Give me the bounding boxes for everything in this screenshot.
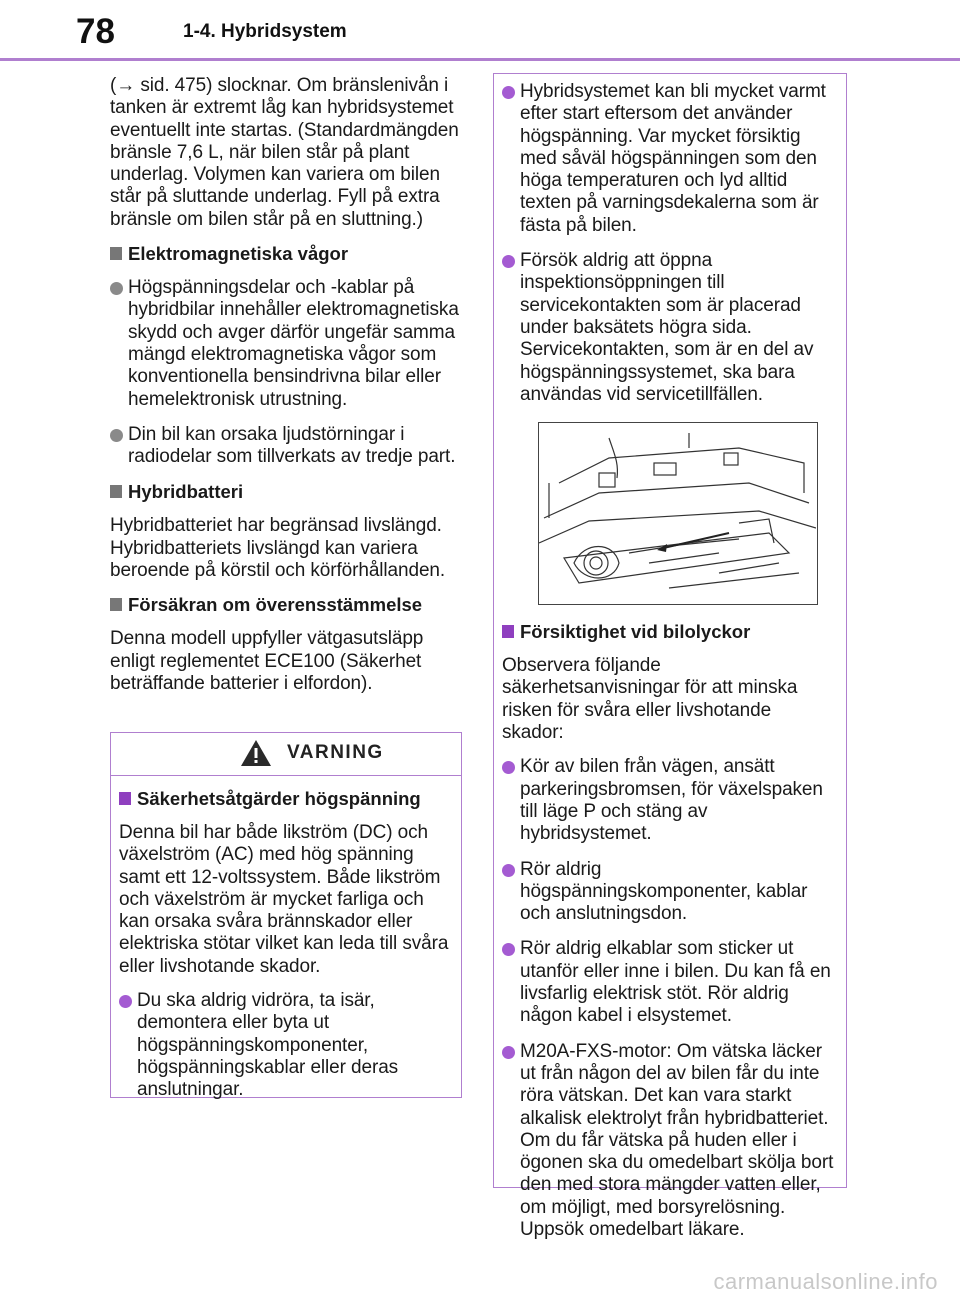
bullet-icon (502, 255, 515, 268)
intro-paragraph: (→ sid. 475) slocknar. Om bränslenivån i tanken är extremt låg kan hybridsystemet eventuellt inte startas. (Standardmängden bränsle 7,6 L, när bilen står på plant underlag. Volymen kan variera om bilen står på sluttande underlag. Fyll på extra bränsle om bilen står på en sluttning.) (110, 75, 459, 230)
list-item: Din bil kan orsaka ljudstörningar i radiodelar som tillverkats av tredje part. (110, 424, 465, 469)
list-item: Försök aldrig att öppna inspektionsöppningen till servicekontakten som är placerad under baksätets högra sida. Servicekontakten, som är en del av högspänningssystemet, ska bara användas vid servicetillfällen. (502, 250, 836, 406)
heading-high-voltage-safety: Säkerhetsåtgärder högspänning (119, 788, 453, 810)
arrow-icon: → (116, 75, 136, 96)
list-item: M20A-FXS-motor: Om vätska läcker ut från någon del av bilen får du inte röra vätskan. Det kan vara starkt alkalisk elektrolyt från hybridbatteriet. Om du får vätska på huden eller i ögonen ska du omedelbart skölja bort den med stora mängder vatten eller, om möjligt, med borsyrelösning. Uppsök omedelbart läkare. (502, 1041, 836, 1242)
square-bullet-icon (119, 792, 131, 805)
bullet-icon (502, 1046, 515, 1059)
square-bullet-icon (502, 625, 514, 638)
bullet-icon (502, 761, 515, 774)
caution-box (493, 73, 847, 1240)
heading-collision-caution: Försiktighet vid bilolyckor (502, 621, 836, 643)
heading-conformity: Försäkran om överensstämmelse (110, 594, 465, 616)
warning-body (111, 776, 461, 1102)
bullet-icon (110, 282, 123, 295)
bullet-icon (110, 429, 123, 442)
list-item: Rör aldrig högspänningskomponenter, kablar och anslutningsdon. (502, 859, 836, 926)
watermark: carmanualsonline.info (713, 1269, 938, 1294)
service-plug-illustration (538, 422, 818, 605)
square-bullet-icon (110, 485, 122, 498)
bullet-icon (119, 995, 132, 1008)
warning-header (111, 733, 461, 776)
header-divider (0, 58, 960, 61)
list-item: Du ska aldrig vidröra, ta isär, demontera eller byta ut högspänningskomponenter, högspänningskablar eller deras anslutningar. (119, 990, 453, 1101)
page-header (0, 0, 960, 62)
heading-hybrid-battery: Hybridbatteri (110, 481, 465, 503)
conformity-paragraph: Denna modell uppfyller vätgasutsläpp enligt reglementet ECE100 (Säkerhet beträffande batterier i elfordon). (110, 628, 424, 694)
rear-seat-service-plug-icon (539, 423, 816, 603)
warning-box (110, 732, 462, 1101)
list-item: Kör av bilen från vägen, ansätt parkeringsbromsen, för växelspaken till läge P och stäng av hybridsystemet. (502, 756, 836, 845)
bullet-icon (502, 864, 515, 877)
warning-paragraph: Denna bil har både likström (DC) och växelström (AC) med hög spänning samt ett 12-voltssystem. Både likström och växelström är mycket farliga och kan orsaka svåra brännskador eller elektriska stötar vilket kan leda till svåra eller livshotande skador. (119, 822, 449, 977)
bullet-icon (502, 943, 515, 956)
list-item: Rör aldrig elkablar som sticker ut utanför eller inne i bilen. Du kan få en livsfarlig elektrisk stöt. Rör aldrig någon kabel i elsystemet. (502, 938, 836, 1027)
bullet-icon (502, 86, 515, 99)
battery-paragraph: Hybridbatteriet har begränsad livslängd. Hybridbatteriets livslängd kan variera beroende på körstil och körförhållanden. (110, 515, 446, 582)
warning-label: VARNING (287, 742, 384, 763)
square-bullet-icon (110, 598, 122, 611)
heading-electromagnetic: Elektromagnetiska vågor (110, 243, 465, 265)
section-title: 1-4. Hybridsystem (183, 21, 347, 42)
warning-triangle-icon (239, 738, 273, 768)
page-number: 78 (76, 12, 115, 51)
left-column (110, 75, 465, 707)
collision-paragraph: Observera följande säkerhetsanvisningar för att minska risken för svåra eller livshotande skador: (502, 655, 798, 744)
list-item: Högspänningsdelar och -kablar på hybridbilar innehåller elektromagnetiska skydd och avger därför ungefär samma mängd elektromagnetiska vågor som konventionella bensindrivna bilar eller hemelektronisk utrustning. (110, 277, 465, 411)
list-item: Hybridsystemet kan bli mycket varmt efter start eftersom det använder högspänning. Var mycket försiktig med såväl högspänningen som den höga temperaturen och lyd alltid texten på varningsdekalerna som är fästa på bilen. (502, 81, 836, 237)
square-bullet-icon (110, 247, 122, 260)
